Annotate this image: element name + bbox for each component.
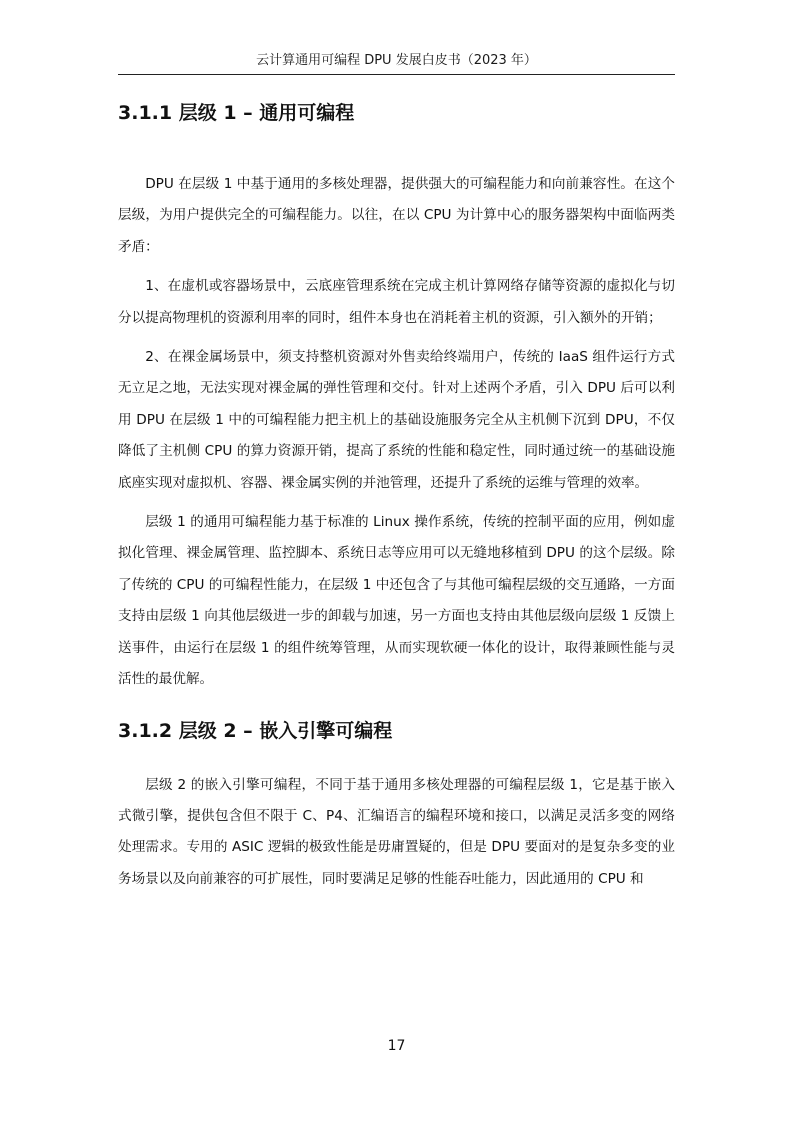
running-header: 云计算通用可编程 DPU 发展白皮书（2023 年） [256, 53, 537, 68]
paragraph: 1、在虚机或容器场景中，云底座管理系统在完成主机计算网络存储等资源的虚拟化与切分以提高物理机的资源利用率的同时，组件本身也在消耗着主机的资源，引入额外的开销； [118, 278, 675, 326]
header-rule [118, 74, 675, 75]
paragraph: DPU 在层级 1 中基于通用的多核处理器，提供强大的可编程能力和向前兼容性。在这个层级，为用户提供完全的可编程能力。以往，在以 CPU 为计算中心的服务器架构中面临两类矛盾： [118, 176, 675, 255]
section-heading-3-1-2: 3.1.2 层级 2 – 嵌入引擎可编程 [118, 719, 393, 742]
page-number: 17 [387, 1038, 406, 1054]
page-content [118, 98, 675, 895]
paragraph: 层级 2 的嵌入引擎可编程，不同于基于通用多核处理器的可编程层级 1，它是基于嵌入式微引擎，提供包含但不限于 C、P4、汇编语言的编程环境和接口，以满足灵活多变的网络处理需求。专用的 ASIC 逻辑的极致性能是毋庸置疑的，但是 DPU 要面对的是复杂多变的业务场景以及向前兼容的可扩展性，同时要满足足够的性能吞吐能力，因此通用的 CPU 和 [118, 776, 675, 887]
section-heading-3-1-1: 3.1.1 层级 1 – 通用可编程 [118, 102, 355, 124]
paragraph: 层级 1 的通用可编程能力基于标准的 Linux 操作系统，传统的控制平面的应用，例如虚拟化管理、裸金属管理、监控脚本、系统日志等应用可以无缝地移植到 DPU 的这个层级。除了传统的 CPU 的可编程性能力，在层级 1 中还包含了与其他可编程层级的交互通路，一方面支持由层级 1 向其他层级进一步的卸载与加速，另一方面也支持由其他层级向层级 1 反馈上送事件，由运行在层级 1 的组件统筹管理，从而实现软硬一体化的设计，取得兼顾性能与灵活性的最优解。 [118, 514, 675, 688]
paragraph: 2、在裸金属场景中，须支持整机资源对外售卖给终端用户，传统的 IaaS 组件运行方式无立足之地，无法实现对裸金属的弹性管理和交付。针对上述两个矛盾，引入 DPU 后可以利用 DPU 在层级 1 中的可编程能力把主机上的基础设施服务完全从主机侧下沉到 DPU，不仅降低了主机侧 CPU 的算力资源开销，提高了系统的性能和稳定性，同时通过统一的基础设施底座实现对虚拟机、容器、裸金属实例的并池管理，还提升了系统的运维与管理的效率。 [118, 349, 675, 491]
